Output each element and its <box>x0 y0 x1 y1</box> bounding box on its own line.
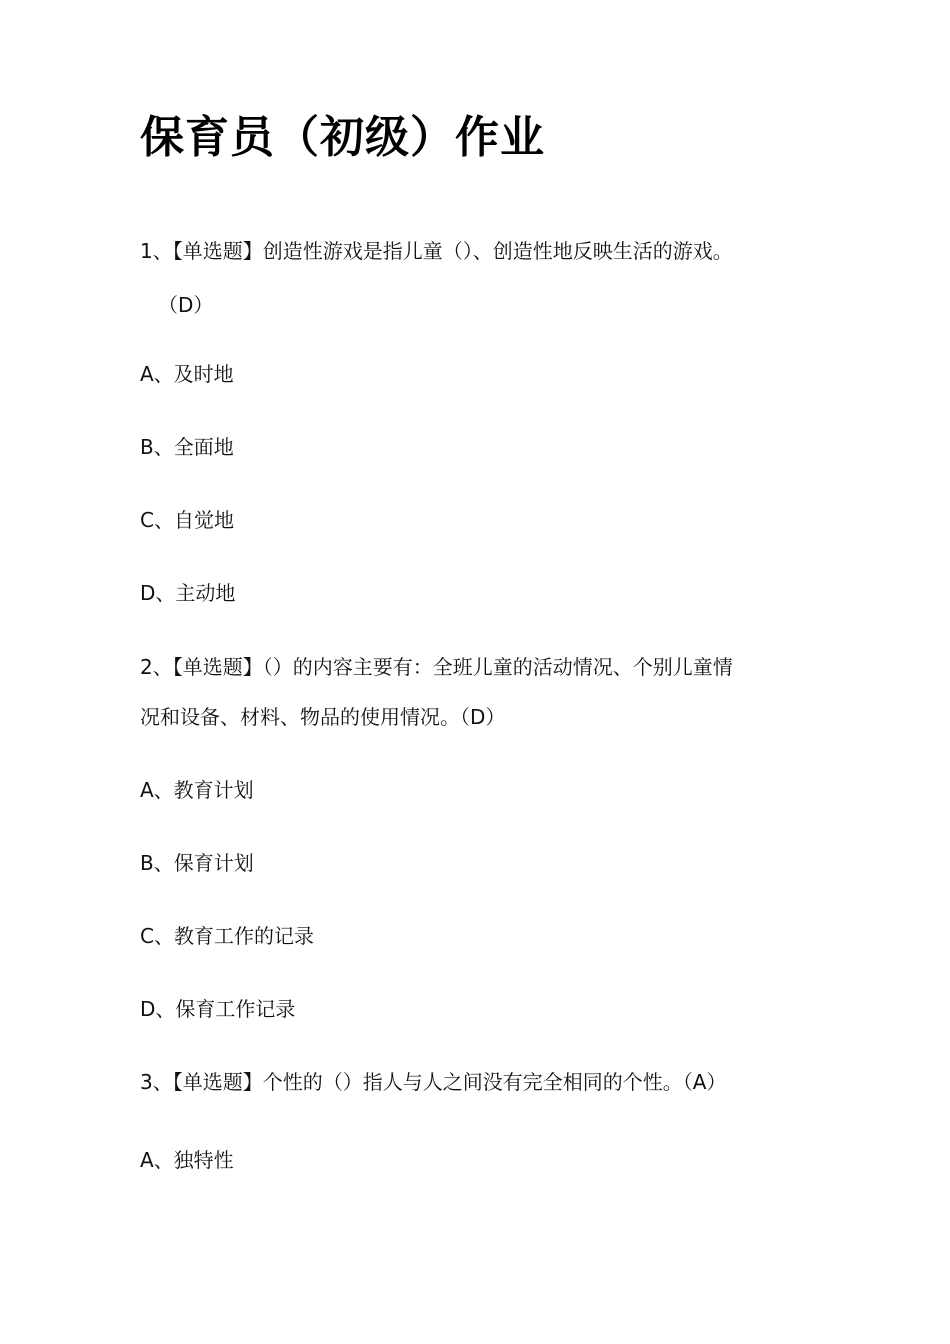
question-1-stem-line-1: 1、【单选题】创造性游戏是指儿童（）、创造性地反映生活的游戏。 <box>140 239 733 263</box>
question-2-option-a: A、教育计划 <box>140 778 254 802</box>
question-2-option-b: B、保育计划 <box>140 851 254 875</box>
question-2-option-c: C、教育工作的记录 <box>140 924 314 948</box>
question-1-stem-line-2: （D） <box>158 293 214 317</box>
question-3-stem-line-1: 3、【单选题】个性的（）指人与人之间没有完全相同的个性。（A） <box>140 1070 727 1094</box>
question-2-stem-line-1: 2、【单选题】（）的内容主要有：全班儿童的活动情况、个别儿童情 <box>140 655 733 679</box>
question-1-option-c: C、自觉地 <box>140 508 234 532</box>
question-2-stem-line-2: 况和设备、材料、物品的使用情况。（D） <box>140 705 506 729</box>
question-1-option-b: B、全面地 <box>140 435 234 459</box>
question-2-option-d: D、保育工作记录 <box>140 997 296 1021</box>
question-1-option-a: A、及时地 <box>140 362 234 386</box>
document-title: 保育员（初级）作业 <box>140 112 545 163</box>
question-3-option-a: A、独特性 <box>140 1148 234 1172</box>
question-1-option-d: D、主动地 <box>140 581 236 605</box>
